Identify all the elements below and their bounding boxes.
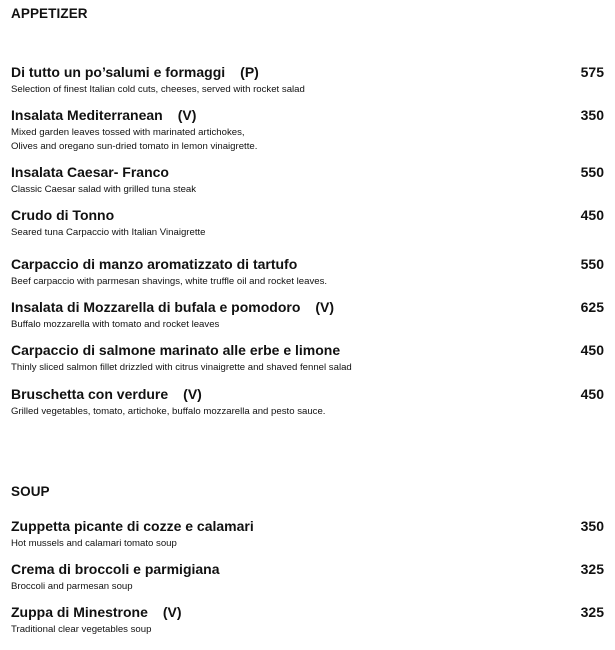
item-price: 575	[580, 64, 604, 80]
item-name: Bruschetta con verdure	[11, 386, 169, 402]
item-description: Traditional clear vegetables soup	[11, 624, 152, 635]
item-name: Insalata Caesar- Franco	[11, 164, 169, 180]
item-price: 550	[580, 256, 604, 272]
item-name: Crema di broccoli e parmigiana	[11, 561, 220, 577]
item-tag: (V)	[315, 299, 335, 315]
item-tag: (V)	[177, 107, 197, 123]
item-description: Hot mussels and calamari tomato soup	[11, 538, 177, 549]
item-description: Grilled vegetables, tomato, artichoke, buffalo mozzarella and pesto sauce.	[11, 406, 326, 417]
section-title-appetizer: APPETIZER	[11, 6, 88, 21]
item-price: 325	[580, 561, 604, 577]
menu-item	[11, 164, 604, 197]
item-name: Carpaccio di salmone marinato alle erbe e limone	[11, 342, 341, 358]
item-price: 550	[580, 164, 604, 180]
item-description: Beef carpaccio with parmesan shavings, white truffle oil and rocket leaves.	[11, 276, 328, 287]
item-price: 450	[580, 207, 604, 223]
menu-item	[11, 107, 604, 154]
menu-item	[11, 386, 604, 419]
menu-item	[11, 64, 604, 97]
menu-item	[11, 561, 604, 594]
item-description: Selection of finest Italian cold cuts, cheeses, served with rocket salad	[11, 84, 305, 95]
item-description: Classic Caesar salad with grilled tuna steak	[11, 184, 197, 195]
item-description: Thinly sliced salmon fillet drizzled with citrus vinaigrette and shaved fennel salad	[11, 362, 352, 373]
item-price: 350	[580, 107, 604, 123]
item-price: 350	[580, 518, 604, 534]
item-tag: (V)	[162, 604, 182, 620]
item-description: Seared tuna Carpaccio with Italian Vinaigrette	[11, 227, 206, 238]
item-name: Zuppa di Minestrone	[11, 604, 148, 620]
item-name: Insalata di Mozzarella di bufala e pomodoro	[11, 299, 301, 315]
menu-item	[11, 256, 604, 289]
menu-item	[11, 342, 604, 375]
item-price: 450	[580, 342, 604, 358]
item-name: Insalata Mediterranean	[11, 107, 163, 123]
menu-item	[11, 299, 604, 332]
item-description: Broccoli and parmesan soup	[11, 581, 133, 592]
item-price: 325	[580, 604, 604, 620]
item-name: Crudo di Tonno	[11, 207, 115, 223]
item-name: Di tutto un po’salumi e formaggi	[11, 64, 226, 80]
item-name: Carpaccio di manzo aromatizzato di tartufo	[11, 256, 298, 272]
item-name: Zuppetta picante di cozze e calamari	[11, 518, 254, 534]
item-tag: (P)	[240, 64, 259, 80]
menu-item	[11, 207, 604, 240]
menu-item	[11, 518, 604, 551]
section-title-soup: SOUP	[11, 484, 50, 499]
item-tag: (V)	[183, 386, 202, 402]
item-price: 450	[580, 386, 604, 402]
menu-item	[11, 604, 604, 637]
item-description: Mixed garden leaves tossed with marinated artichokes, Olives and oregano sun-dried tomato in lemon vinaigrette.	[11, 127, 258, 152]
item-description: Buffalo mozzarella with tomato and rocket leaves	[11, 319, 220, 330]
item-price: 625	[580, 299, 604, 315]
